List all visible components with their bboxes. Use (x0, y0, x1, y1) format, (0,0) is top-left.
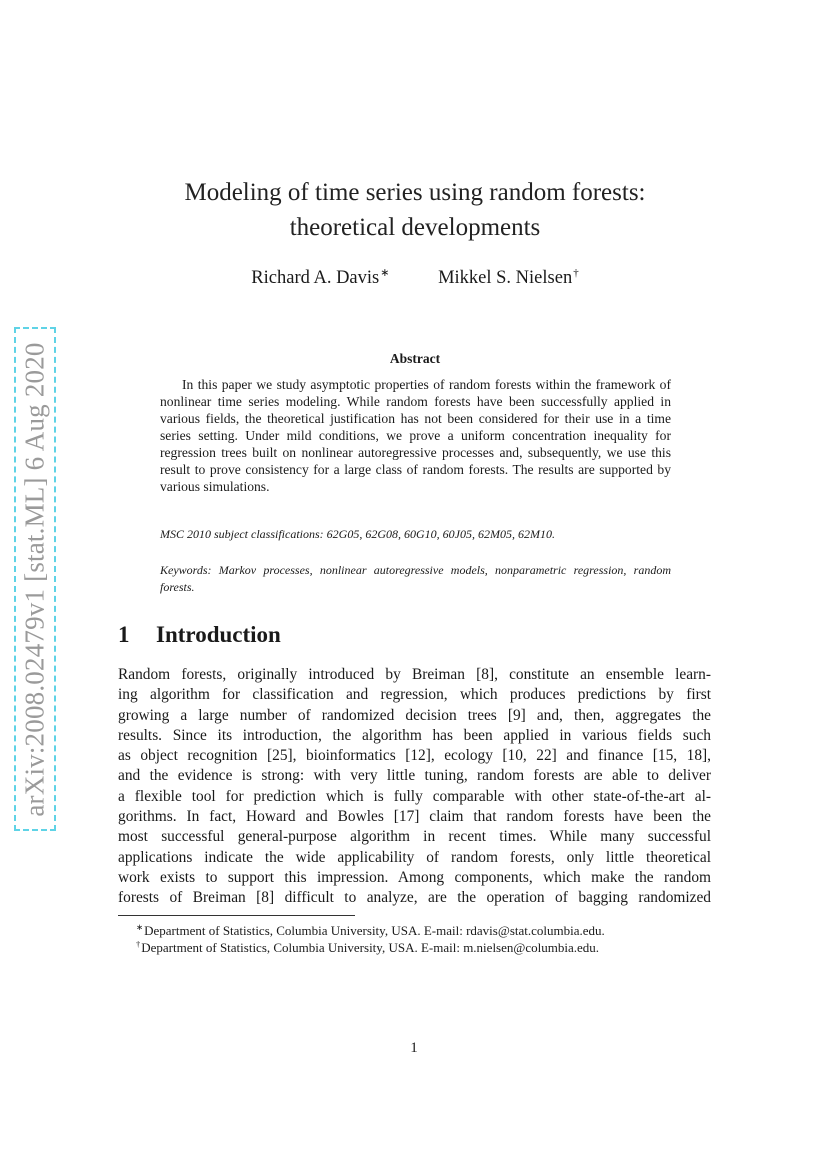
author-name: Mikkel S. Nielsen (438, 268, 573, 288)
paragraph-line: growing a large number of randomized decision trees [9] and, then, aggregates the (118, 706, 711, 724)
title-line-1: Modeling of time series using random forests: (184, 179, 646, 206)
author-davis (251, 266, 389, 289)
paragraph-line: a flexible tool for prediction which is fully comparable with other state-of-the-art al- (118, 787, 711, 805)
keywords: Keywords: Markov processes, nonlinear autoregressive models, nonparametric regression, random forests. (160, 563, 671, 594)
paper-title (120, 175, 710, 245)
abstract-heading: Abstract (389, 351, 441, 366)
footnote-davis (136, 922, 605, 939)
paragraph-line: applications indicate the wide applicability of random forests, only little theoretical (118, 848, 711, 866)
paragraph-line: as object recognition [25], bioinformatics [12], ecology [10, 22] and finance [15, 18], (118, 747, 711, 765)
msc-classifications: MSC 2010 subject classifications: 62G05, 62G08, 60G10, 60J05, 62M05, 62M10. (160, 527, 555, 541)
section-number: 1 (118, 622, 130, 647)
paragraph-line: forests of Breiman [8] difficult to analyze, are the operation of bagging randomized (118, 889, 711, 907)
abstract-text: In this paper we study asymptotic properties of random forests within the framework of nonlinear time series modeling. While random forests have been successfully applied in various fields, the theoretical justification has not been considered for their use in a time series setting. Under mild conditions, we prove a uniform concentration inequality for regression trees built on nonlinear autoregressive processes and, subsequently, we use this result to prove consistency for a large class of random forests. The results are supported by various simulations. (160, 377, 671, 494)
arxiv-stamp[interactable] (14, 327, 56, 831)
author-footnote-mark[interactable]: ∗ (380, 267, 390, 279)
introduction-paragraph (118, 665, 711, 909)
author-footnote-mark[interactable]: † (573, 267, 579, 279)
section-heading (118, 622, 281, 648)
paragraph-line: results. Since its introduction, the algorithm has been applied in various fields such (118, 726, 711, 744)
paragraph-line: and the evidence is strong: with very little tuning, random forests are able to deliver (118, 767, 711, 785)
footnote-mark: ∗ (136, 922, 144, 932)
paragraph-line: gorithms. In fact, Howard and Bowles [17] claim that random forests have been the (118, 808, 711, 826)
title-line-2: theoretical developments (289, 214, 541, 241)
footnote-text: Department of Statistics, Columbia University, USA. E-mail: m.nielsen@columbia.edu. (141, 940, 599, 955)
paragraph-line: most successful general-purpose algorithm in recent times. While many successful (118, 828, 711, 846)
footnote-text: Department of Statistics, Columbia University, USA. E-mail: rdavis@stat.columbia.edu. (144, 923, 605, 938)
footnote-nielsen (136, 939, 599, 956)
paragraph-line: Random forests, originally introduced by Breiman [8], constitute an ensemble learn- (118, 666, 711, 683)
footnote-divider (118, 915, 355, 916)
paragraph-line: ing algorithm for classification and regression, which produces predictions by first (118, 686, 711, 704)
author-nielsen (438, 267, 579, 289)
page-number: 1 (410, 1040, 418, 1056)
arxiv-identifier[interactable]: arXiv:2008.02479v1 [stat.ML] 6 Aug 2020 (19, 341, 50, 817)
section-title: Introduction (156, 622, 281, 647)
author-list (120, 266, 710, 289)
footnote-mark: † (136, 939, 141, 949)
paragraph-line: work exists to support this impression. Among components, which make the random (118, 868, 711, 886)
author-name: Richard A. Davis (251, 268, 380, 288)
